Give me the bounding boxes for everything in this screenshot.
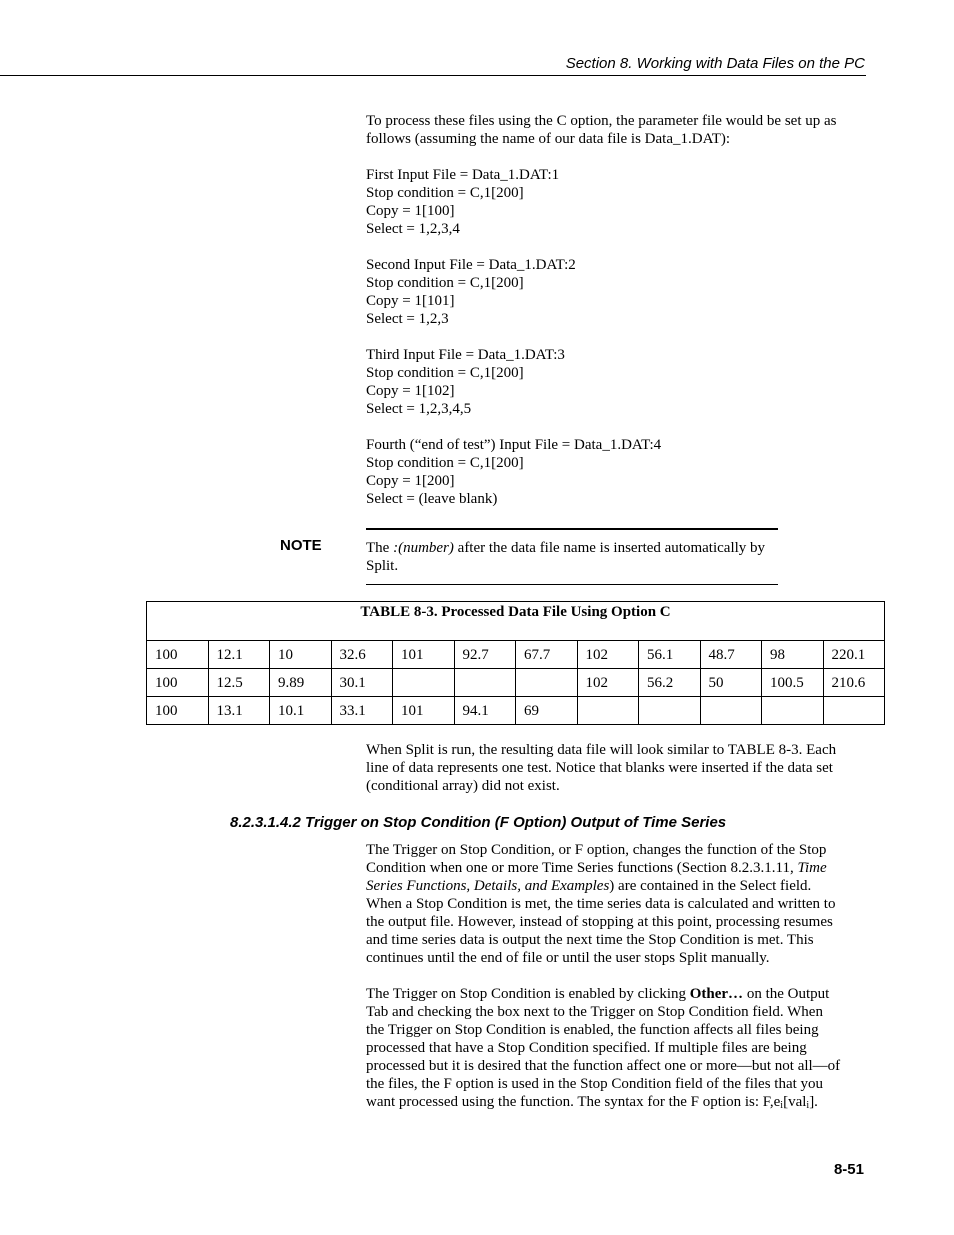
page-number: 8-51 — [833, 1161, 864, 1178]
note-label: NOTE — [280, 537, 322, 554]
table-cell: 94.1 — [454, 697, 516, 725]
select-3: Select = 1,2,3,4,5 — [366, 401, 472, 417]
table-cell: 13.1 — [208, 697, 270, 725]
note-line-2: Split. — [366, 558, 399, 574]
table-cell: 210.6 — [823, 669, 885, 697]
table-cell: 100 — [147, 697, 209, 725]
table-cell: 100.5 — [762, 669, 824, 697]
copy-3: Copy = 1[102] — [366, 383, 455, 399]
after-table-paragraph — [366, 741, 866, 795]
para1-line-2: Condition when one or more Time Series functions (Section 8.2.3.1.11, Time — [366, 860, 827, 876]
table-cell: 69 — [516, 697, 578, 725]
table-cell: 92.7 — [454, 641, 516, 669]
note-line-1: The :(number) after the data file name is inserted automatically by — [366, 540, 766, 556]
table-cell — [393, 669, 455, 697]
table-cell: 32.6 — [331, 641, 393, 669]
para1-line-6: and time series data is output the next time the Stop Condition is met. This — [366, 932, 814, 948]
table-cell: 101 — [393, 641, 455, 669]
table-cell: 98 — [762, 641, 824, 669]
para2-line-6: the files, the F option is used in the Stop Condition field of the files that you — [366, 1076, 824, 1092]
table-cell: 220.1 — [823, 641, 885, 669]
header-rule — [0, 75, 866, 76]
table-row — [147, 669, 885, 697]
copy-1: Copy = 1[100] — [366, 203, 455, 219]
copy-2: Copy = 1[101] — [366, 293, 455, 309]
para2-line-4: processed that have a Stop Condition specified. If multiple files are being — [366, 1040, 807, 1056]
table-cell — [700, 697, 762, 725]
input-file-3: Third Input File = Data_1.DAT:3 — [366, 347, 565, 363]
para2-line-7: want processed using the function. The syntax for the F option is: $F,e_i[val_i]$. — [366, 1094, 818, 1111]
para2-line-5: processed but it is desired that the function affect one or more—but not all—of — [366, 1058, 841, 1074]
select-2: Select = 1,2,3 — [366, 311, 449, 327]
table-cell — [762, 697, 824, 725]
table-cell: 102 — [577, 669, 639, 697]
select-4: Select = (leave blank) — [366, 491, 498, 507]
input-file-4: Fourth (“end of test”) Input File = Data_1.DAT:4 — [366, 437, 662, 453]
table-cell: 10.1 — [270, 697, 332, 725]
table-cell: 67.7 — [516, 641, 578, 669]
intro-line-2: follows (assuming the name of our data file is Data_1.DAT): — [366, 131, 731, 147]
input-file-1: First Input File = Data_1.DAT:1 — [366, 167, 560, 183]
table-cell: 56.2 — [639, 669, 701, 697]
table-cell: 56.1 — [639, 641, 701, 669]
trigger-paragraph-1 — [366, 841, 866, 1111]
stop-condition-1: Stop condition = C,1[200] — [366, 185, 524, 201]
para1-line-5: the output file. However, instead of stopping at this point, processing resumes — [366, 914, 833, 930]
para1-line-4: When a Stop Condition is met, the time series data is calculated and written to — [366, 896, 836, 912]
para2-line-2: Tab and checking the box next to the Trigger on Stop Condition field. When — [366, 1004, 823, 1020]
table-cell — [577, 697, 639, 725]
running-header: Section 8. Working with Data Files on the PC — [565, 55, 865, 72]
table-cell — [516, 669, 578, 697]
table-cell: 100 — [147, 641, 209, 669]
after-table-line-2: line of data represents one test. Notice that blanks were inserted if the data set — [366, 760, 833, 776]
table-cell: 12.5 — [208, 669, 270, 697]
table-cell: 48.7 — [700, 641, 762, 669]
para2-line-1: The Trigger on Stop Condition is enabled by clicking Other… on the Output — [366, 986, 830, 1002]
after-table-line-1: When Split is run, the resulting data file will look similar to TABLE 8-3. Each — [366, 742, 837, 758]
table-cell — [454, 669, 516, 697]
table-cell: 101 — [393, 697, 455, 725]
table-cell: 10 — [270, 641, 332, 669]
table-row — [147, 641, 885, 669]
para1-line-7: continues until the end of file or until the user stops Split manually. — [366, 950, 770, 966]
note-italic: :(number) — [393, 540, 454, 556]
select-1: Select = 1,2,3,4 — [366, 221, 460, 237]
copy-4: Copy = 1[200] — [366, 473, 455, 489]
note-box — [366, 528, 778, 585]
after-table-line-3: (conditional array) did not exist. — [366, 778, 560, 794]
table-cell: 30.1 — [331, 669, 393, 697]
table-cell: 100 — [147, 669, 209, 697]
table-row — [147, 697, 885, 725]
table-cell: 33.1 — [331, 697, 393, 725]
parameter-setup-block — [366, 112, 866, 508]
stop-condition-2: Stop condition = C,1[200] — [366, 275, 524, 291]
other-button-reference: Other… — [689, 986, 744, 1002]
processed-data-table — [146, 601, 885, 725]
table-cell — [639, 697, 701, 725]
table-cell: 12.1 — [208, 641, 270, 669]
para2-line-3: the Trigger on Stop Condition is enabled, the function affects all files being — [366, 1022, 819, 1038]
table-cell — [823, 697, 885, 725]
table-cell: 50 — [700, 669, 762, 697]
table-cell: 9.89 — [270, 669, 332, 697]
stop-condition-3: Stop condition = C,1[200] — [366, 365, 524, 381]
para1-line-3: Series Functions, Details, and Examples) are contained in the Select field. — [366, 878, 812, 894]
section-heading: 8.2.3.1.4.2 Trigger on Stop Condition (F Option) Output of Time Series — [230, 814, 727, 831]
para1-line-1: The Trigger on Stop Condition, or F option, changes the function of the Stop — [366, 842, 827, 858]
table-caption: TABLE 8-3. Processed Data File Using Option C — [147, 602, 885, 641]
table-caption-row — [147, 602, 885, 641]
stop-condition-4: Stop condition = C,1[200] — [366, 455, 524, 471]
input-file-2: Second Input File = Data_1.DAT:2 — [366, 257, 576, 273]
table-cell: 102 — [577, 641, 639, 669]
intro-line-1: To process these files using the C option, the parameter file would be set up as — [366, 113, 837, 129]
